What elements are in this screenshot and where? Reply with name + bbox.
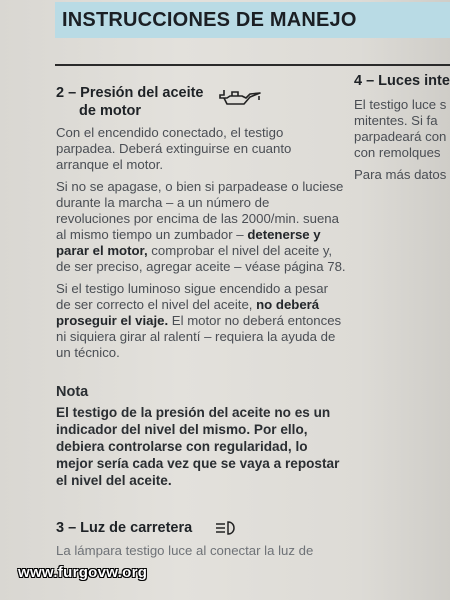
section-4-paragraph-2: Para más datos [354,167,447,182]
section-4-line-4: con remolques [354,145,441,160]
section-4 [354,72,450,183]
section-3-heading [56,519,346,537]
section-rule [55,64,450,66]
section-2-paragraph-3-bold: no deberá proseguir el viaje. [56,297,320,328]
section-2-paragraph-1: Con el encendido conectado, el testigo parpadea. Deberá extinguirse en cuanto arranque el motor. [56,125,292,172]
section-4-line-2: mitentes. Si fa [354,113,438,128]
section-2-heading-line1: 2 – Presión del aceite [56,85,204,101]
section-4-line-3: parpadeará con [354,129,447,144]
section-3-heading-text: 3 – Luz de carretera [56,520,193,536]
section-2-paragraph-3-start: Si el testigo luminoso sigue encendido a pesar de ser correcto el nivel del aceite, [56,281,328,312]
section-2-paragraph-3-end: El motor no deberá entonces ni siquiera girar al ralentí – requiera la ayuda de un técnico. [56,313,342,360]
note-body: El testigo de la presión del aceite no es un indicador del nivel del mismo. Por ello, debiera controlarse con regularidad, lo mejor sería cada vez que se vaya a repostar el nivel del aceite. [56,405,340,488]
section-2-heading-line2: de motor [79,103,142,119]
oil-can-icon [218,86,262,108]
watermark: www.furgovw.org [18,564,148,581]
page-title: INSTRUCCIONES DE MANEJO [62,9,357,31]
high-beam-icon [214,519,240,537]
section-2-paragraph-2-end: comprobar el nivel del aceite y, de ser preciso, agregar aceite – véase página 78. [56,243,346,274]
section-2-paragraph-2-start: Si no se apagase, o bien si parpadease o luciese durante la marcha – a un número de revoluciones por encima de las 2000/min. suena al mismo tiempo un zumbador – [56,179,344,242]
section-3-paragraph: La lámpara testigo luce al conectar la luz de [56,543,314,558]
section-2-paragraph-2 [56,179,346,275]
section-2-paragraph-2-bold: detenerse y parar el motor, [56,227,321,258]
section-4-heading: 4 – Luces inte [354,73,450,89]
section-2-body [56,125,346,361]
note-block [56,384,346,489]
section-2-heading [56,84,346,120]
section-2-paragraph-3 [56,281,346,361]
note-heading: Nota [56,384,89,400]
section-4-line-1: El testigo luce s [354,97,447,112]
